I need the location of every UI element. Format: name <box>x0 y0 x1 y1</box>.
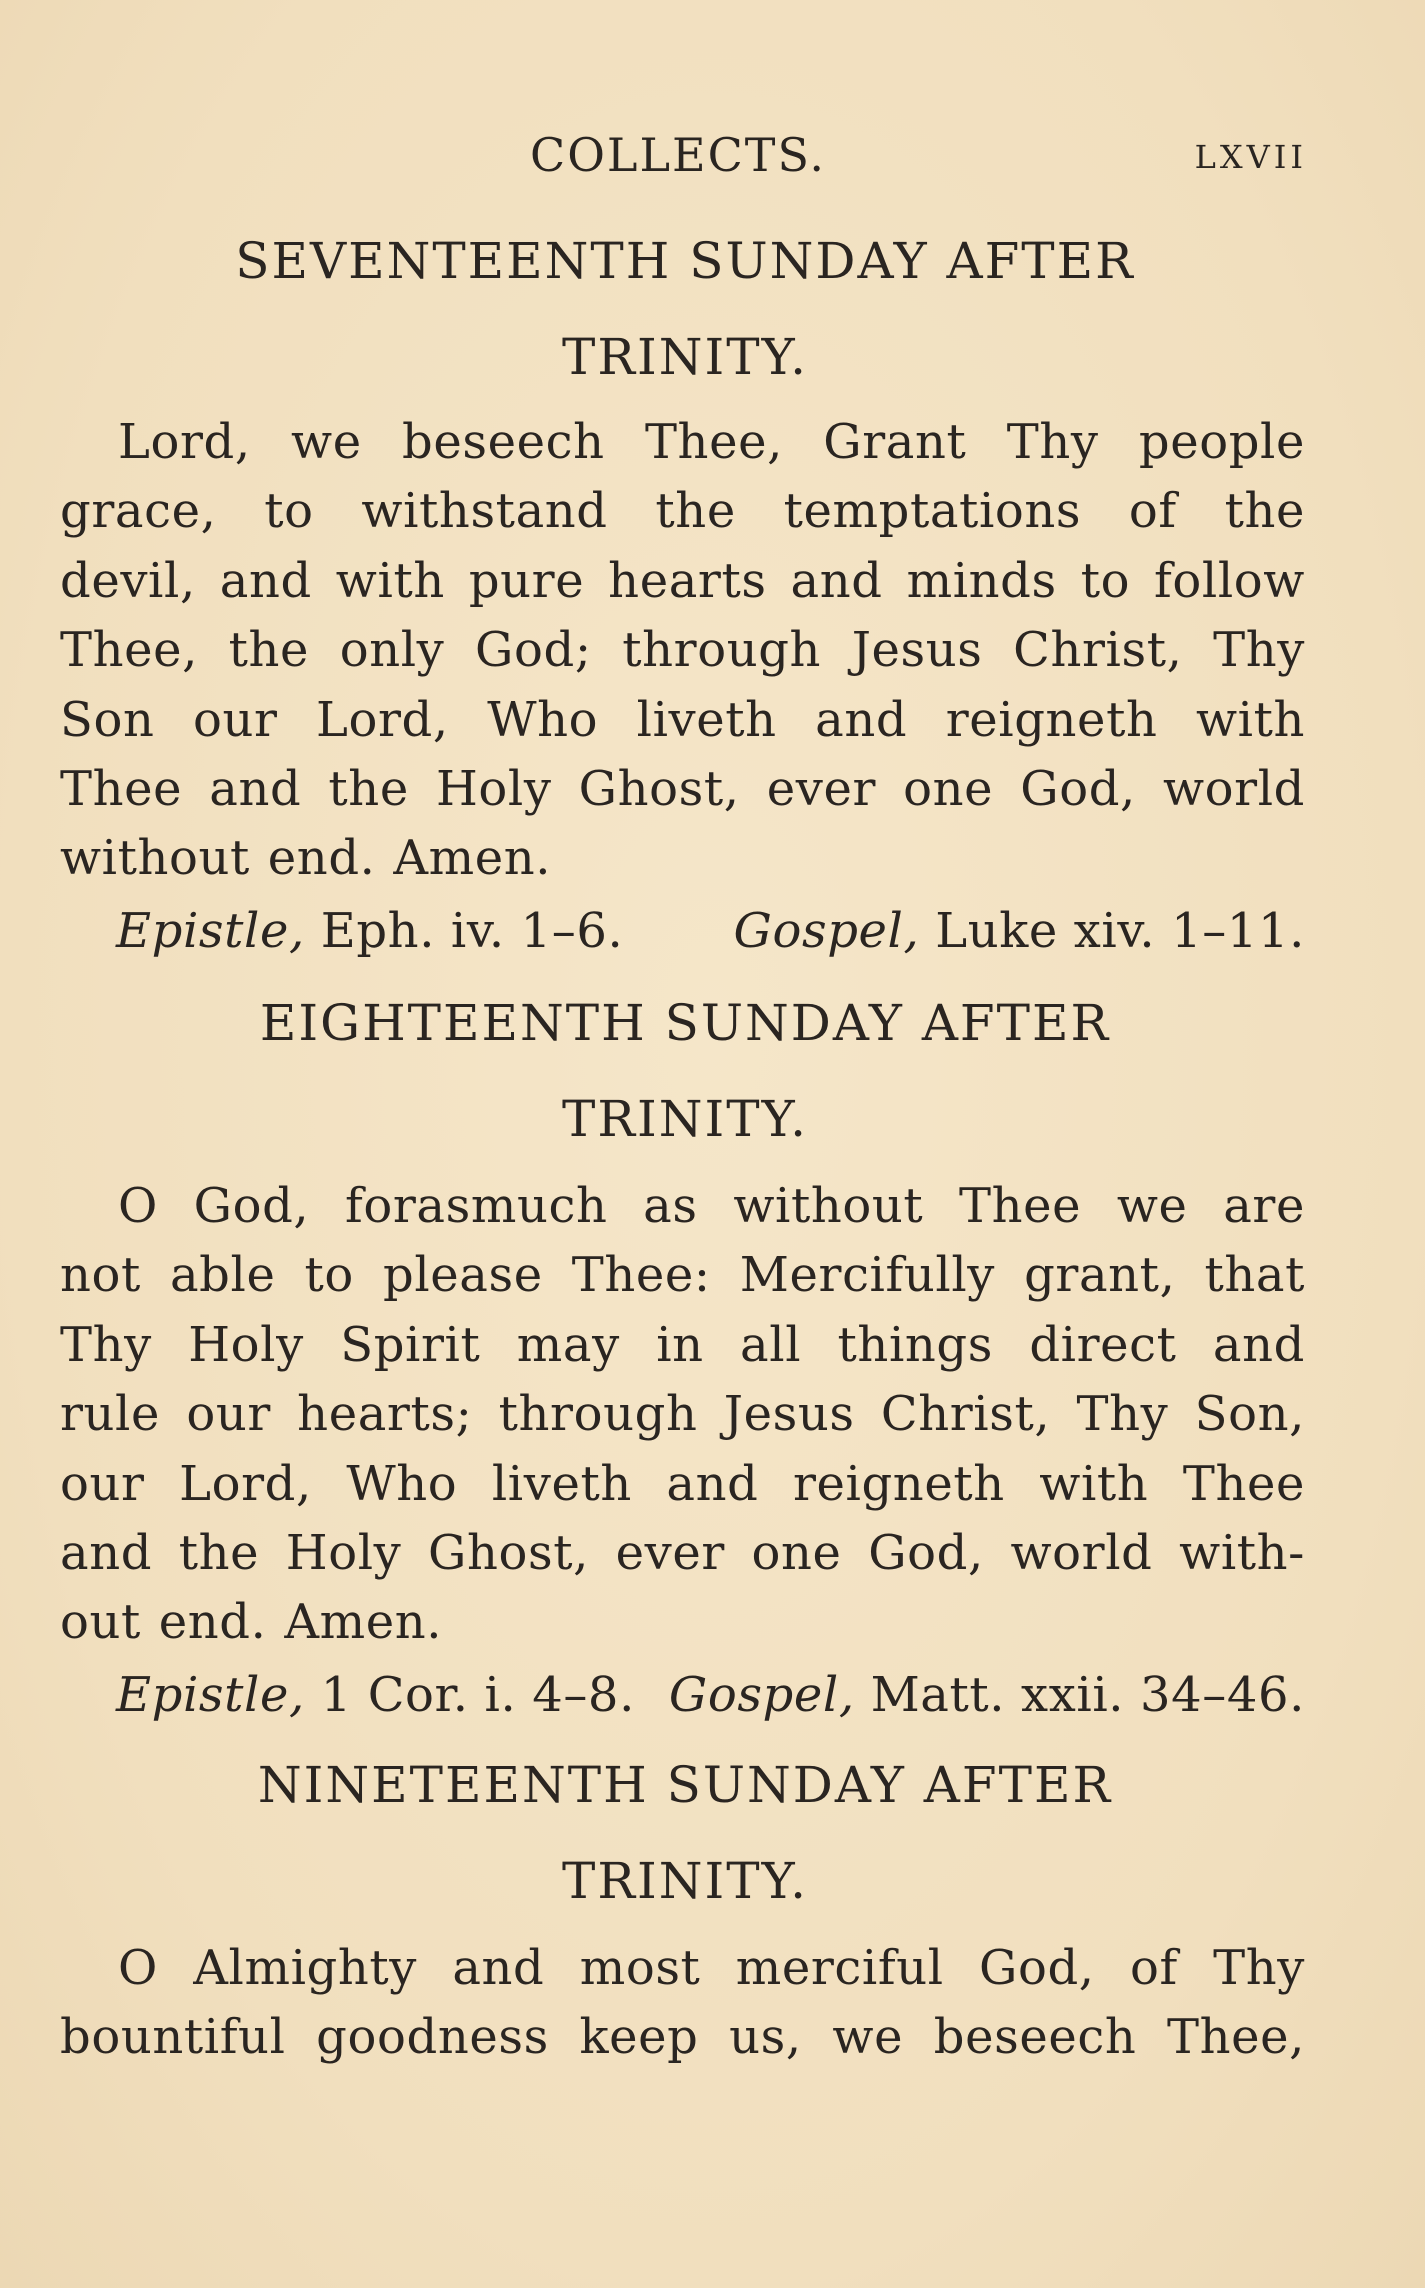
page-header <box>0 128 1425 188</box>
section-heading-eighteenth: EIGHTEENTH SUNDAY AFTER <box>259 994 1111 1052</box>
section-heading-seventeenth: SEVENTEENTH SUNDAY AFTER <box>235 232 1135 290</box>
collect-eighteenth <box>60 1172 1305 1658</box>
epistle-label: Epistle, <box>116 903 305 959</box>
running-title: COLLECTS. <box>530 128 826 182</box>
collect-nineteenth <box>60 1934 1305 2073</box>
collect-line: devil, and with pure hearts and minds to follow <box>60 552 1305 609</box>
collect-line: and the Holy Ghost, ever one God, world with- <box>60 1525 1305 1582</box>
section-heading-trinity-2: TRINITY. <box>561 1090 809 1148</box>
collect-line: Son our Lord, Who liveth and reigneth with <box>60 691 1305 748</box>
gospel-label: Gospel, <box>668 1667 855 1723</box>
collect-line: out end. Amen. <box>60 1594 443 1651</box>
epistle-citation <box>116 1660 635 1730</box>
gospel-citation <box>734 896 1305 966</box>
collect-line: Thee and the Holy Ghost, ever one God, world <box>60 761 1305 818</box>
collect-line: Thee, the only God; through Jesus Christ, Thy <box>60 622 1305 679</box>
gospel-citation <box>669 1660 1305 1730</box>
section-heading-trinity-1: TRINITY. <box>561 328 809 386</box>
gospel-label: Gospel, <box>733 903 920 959</box>
section-heading-nineteenth: NINETEENTH SUNDAY AFTER <box>257 1756 1113 1814</box>
collect-line: rule our hearts; through Jesus Christ, Thy Son, <box>60 1386 1305 1443</box>
collect-line: grace, to withstand the temptations of the <box>60 483 1305 540</box>
epistle-citation <box>116 896 623 966</box>
epistle-ref: 1 Cor. i. 4–8. <box>320 1667 635 1723</box>
collect-line: bountiful goodness keep us, we beseech Thee, <box>60 2009 1305 2066</box>
epistle-label: Epistle, <box>116 1667 305 1723</box>
collect-line: without end. Amen. <box>60 830 552 887</box>
collect-line: Lord, we beseech Thee, Grant Thy people <box>118 414 1305 470</box>
collect-line: our Lord, Who liveth and reigneth with Thee <box>60 1455 1305 1512</box>
lessons-seventeenth <box>116 896 1305 966</box>
collect-seventeenth <box>60 408 1305 894</box>
gospel-ref: Matt. xxii. 34–46. <box>870 1667 1305 1723</box>
collect-line: not able to please Thee: Mercifully grant, that <box>60 1247 1305 1304</box>
section-heading-trinity-3: TRINITY. <box>561 1852 809 1910</box>
page-number: LXVII <box>1194 138 1307 176</box>
epistle-ref: Eph. iv. 1–6. <box>320 903 624 959</box>
collect-line: O God, forasmuch as without Thee we are <box>118 1178 1305 1234</box>
collect-line: O Almighty and most merciful God, of Thy <box>118 1940 1305 1996</box>
gospel-ref: Luke xiv. 1–11. <box>935 903 1305 959</box>
lessons-eighteenth <box>116 1660 1305 1730</box>
collect-line: Thy Holy Spirit may in all things direct and <box>60 1316 1305 1373</box>
